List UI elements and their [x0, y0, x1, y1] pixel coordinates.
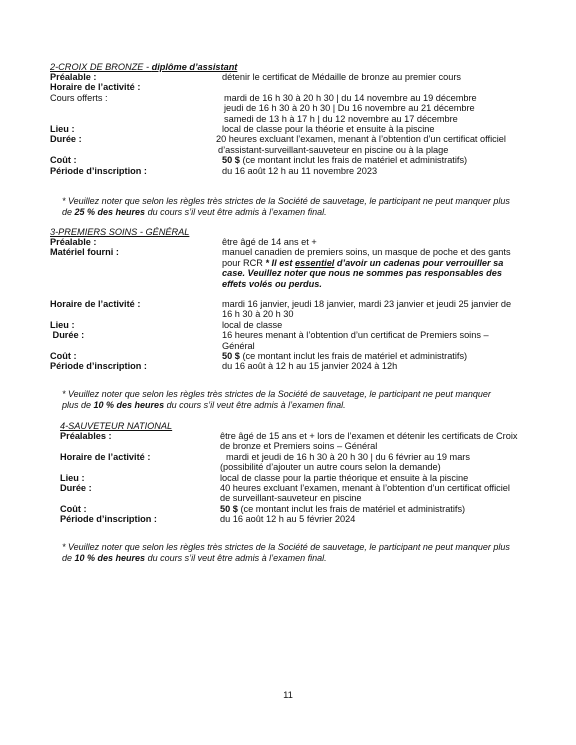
label: Lieu : [50, 319, 75, 330]
value [220, 351, 530, 361]
row-cout [50, 351, 530, 361]
text: de [62, 552, 75, 563]
label: Période d’inscription : [60, 514, 157, 525]
label: Horaire de l’activité : [60, 451, 151, 462]
text: du cours s’il veut être admis à l’examen final. [145, 206, 327, 217]
text: de [62, 206, 75, 217]
text: plus de [62, 399, 94, 410]
value [220, 299, 530, 320]
row-horaire [50, 299, 530, 320]
line: 20 heures excluant l’examen, menant à l’obtention d’un certificat officiel [216, 134, 506, 145]
label: Préalable : [50, 237, 97, 247]
label: Horaire de l’activité : [50, 82, 141, 93]
label: Coût : [50, 155, 77, 166]
text: pour RCR [222, 257, 266, 268]
value: local de classe [222, 319, 283, 330]
label: Coût : [50, 351, 77, 362]
line: 16 h 30 à 20 h 30 [222, 309, 294, 320]
section-premiers-soins [50, 227, 530, 372]
section-croix-de-bronze [50, 62, 530, 176]
row-horaire [50, 452, 530, 473]
value: du 16 août 12 h au 5 février 2024 [220, 514, 356, 525]
section-title: 3-PREMIERS SOINS - GÉNÉRAL [50, 227, 190, 237]
section-title: 4-SAUVETEUR NATIONAL [60, 421, 173, 431]
label: Préalables : [60, 431, 112, 441]
value [220, 431, 530, 452]
note-line [62, 207, 532, 218]
value: du 16 août 12 h au 11 novembre 2023 [222, 165, 378, 176]
amount: 50 $ [222, 155, 240, 166]
line [222, 258, 530, 268]
row-periode [50, 166, 530, 176]
label: Préalable : [50, 72, 97, 82]
text: du cours s’il veut être admis à l’examen final. [145, 552, 327, 563]
line: (possibilité d’ajouter un autre cours selon la demande) [220, 462, 441, 473]
line: effets volés ou perdus. [222, 278, 322, 289]
emphasis: d’avoir un cadenas pour verrouiller sa [334, 257, 504, 268]
emphasis: 10 % des heures [93, 399, 165, 410]
row-cout [50, 155, 530, 165]
line: manuel canadien de premiers soins, un masque de poche et des gants [222, 247, 511, 258]
label: Coût : [60, 503, 87, 514]
row-lieu [50, 473, 530, 483]
text: (ce montant inclut les frais de matériel et administratifs) [239, 155, 468, 166]
value: détenir le certificat de Médaille de bronze au premier cours [222, 72, 461, 82]
page-number: 11 [283, 690, 293, 701]
note-line: * Veuillez noter que selon les règles très strictes de la Société de sauvetage, le participant ne peut manquer [62, 389, 491, 399]
amount: 50 $ [222, 351, 240, 362]
value: être âgé de 14 ans et + [222, 237, 317, 247]
row-lieu [50, 124, 530, 134]
line: mardi et jeudi de 16 h 30 à 20 h 30 | du 6 février au 19 mars [226, 451, 470, 462]
line: de surveillant-sauveteur en piscine [220, 493, 362, 504]
line: mardi 16 janvier, jeudi 18 janvier, mardi 23 janvier et jeudi 25 janvier de [222, 299, 512, 310]
note-line: * Veuillez noter que selon les règles très strictes de la Société de sauvetage, le participant ne peut manquer plus [62, 542, 510, 552]
label: Horaire de l’activité : [50, 299, 141, 310]
value: local de classe pour la théorie et ensuite à la piscine [222, 124, 435, 135]
section-sauveteur-national [50, 421, 530, 525]
text: (ce montant inclut les frais de matériel et administratifs) [239, 351, 468, 362]
line: jeudi de 16 h 30 à 20 h 30 | Du 16 novembre au 21 décembre [224, 103, 475, 114]
line: Général [222, 340, 255, 351]
value [220, 330, 530, 351]
value [216, 134, 530, 155]
section-title [50, 62, 530, 72]
row-periode [50, 514, 530, 524]
value [220, 483, 530, 504]
value [220, 247, 530, 289]
note-line: * Veuillez noter que selon les règles très strictes de la Société de sauvetage, le participant ne peut manquer plus [62, 196, 510, 206]
label: Durée : [50, 134, 82, 145]
value: du 16 août à 12 h au 15 janvier 2024 à 12h [222, 361, 398, 372]
value: local de classe pour la partie théorique et ensuite à la piscine [220, 472, 469, 483]
label: Durée : [60, 483, 92, 494]
line: de bronze et Premiers soins – Général [220, 441, 378, 452]
emphasis: 10 % des heures [74, 552, 146, 563]
label: Durée : [50, 330, 85, 341]
title-emphasis: diplôme d’assistant [151, 62, 238, 72]
emphasis-underlined: essentiel [295, 257, 335, 268]
note-croix-de-bronze [62, 196, 532, 217]
emphasis: 25 % des heures [74, 206, 146, 217]
text: du cours s’il veut être admis à l’examen final. [164, 399, 346, 410]
row-periode [50, 361, 530, 371]
value [220, 452, 530, 473]
amount: 50 $ [220, 503, 238, 514]
note-sauveteur-national [62, 542, 532, 563]
label: Lieu : [60, 472, 85, 483]
note-premiers-soins [62, 389, 532, 410]
label: Lieu : [50, 124, 75, 135]
row-horaire [50, 82, 530, 92]
row-prealable [50, 72, 530, 82]
line: d’assistant-surveillant-sauveteur en piscine ou à la plage [218, 144, 449, 155]
row-prealables [50, 431, 530, 452]
row-duree [50, 330, 530, 351]
note-line [62, 400, 532, 411]
value [220, 504, 530, 514]
row-prealable [50, 237, 530, 247]
label: Matériel fourni : [50, 247, 119, 258]
spacer [50, 289, 530, 299]
label: Cours offerts : [50, 92, 108, 103]
row-duree [50, 483, 530, 504]
row-materiel [50, 247, 530, 289]
line: 16 heures menant à l’obtention d’un certificat de Premiers soins – [222, 330, 489, 341]
line: samedi de 13 h à 17 h | du 12 novembre au 17 décembre [224, 113, 458, 124]
row-duree [50, 134, 530, 155]
label: Période d’inscription : [50, 165, 147, 176]
emphasis: * Il est [265, 257, 296, 268]
row-lieu [50, 320, 530, 330]
note-line [62, 553, 532, 564]
value [220, 82, 530, 92]
value [220, 155, 530, 165]
text: (ce montant inclut les frais de matériel et administratifs) [237, 503, 466, 514]
label: Période d’inscription : [50, 361, 147, 372]
line: être âgé de 15 ans et + lors de l’examen et détenir les certificats de Croix [220, 431, 518, 441]
row-cours [50, 93, 530, 124]
line: 40 heures excluant l’examen, menant à l’obtention d’un certificat officiel [220, 483, 510, 494]
value [220, 93, 530, 124]
line: mardi de 16 h 30 à 20 h 30 | du 14 novembre au 19 décembre [224, 92, 477, 103]
line: case. Veuillez noter que nous ne sommes pas responsables des [222, 268, 502, 279]
title-part: 2-CROIX DE BRONZE - [50, 62, 152, 72]
row-cout [50, 504, 530, 514]
